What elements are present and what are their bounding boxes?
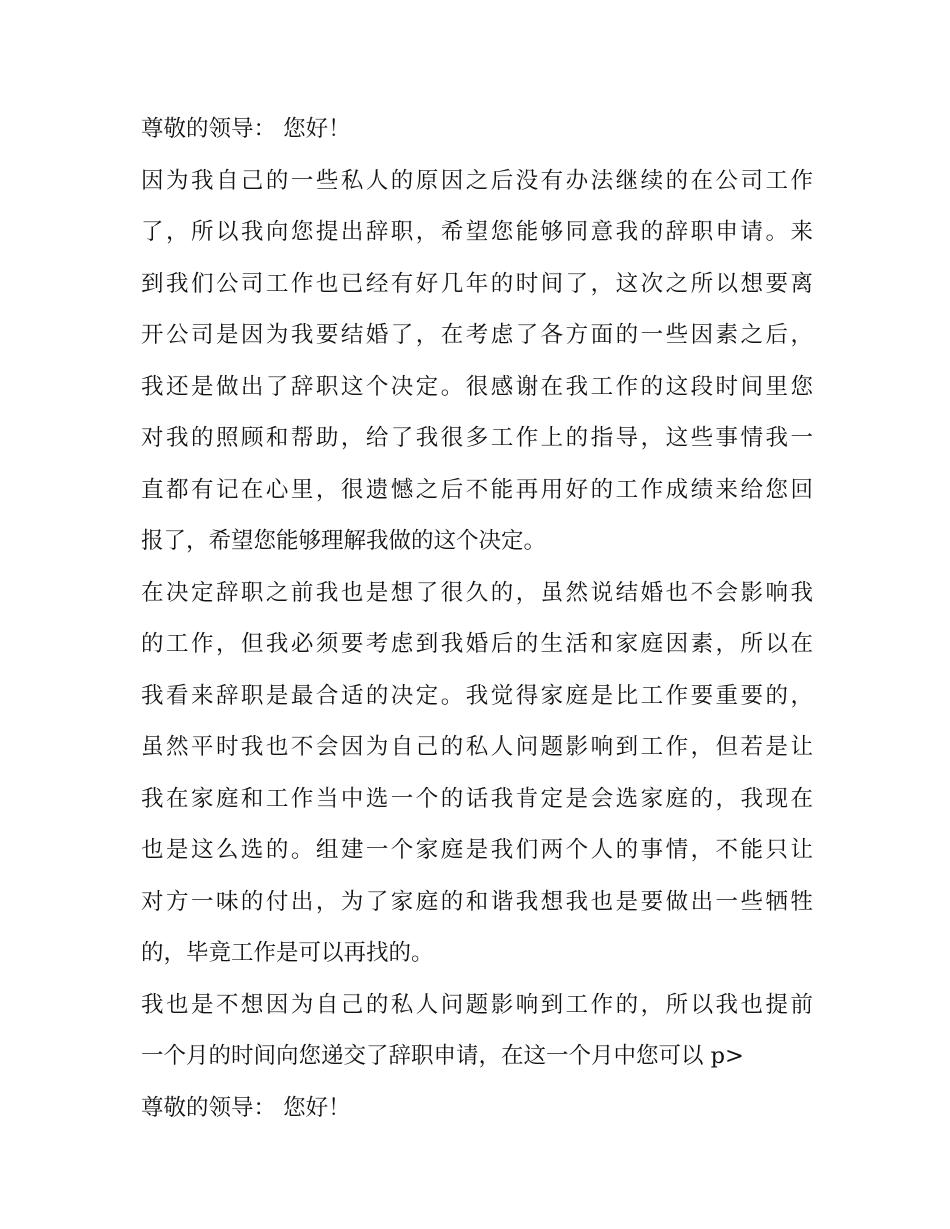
- text-line: 我看来辞职是最合适的决定。我觉得家庭是比工作要重要的，: [141, 682, 813, 709]
- text-line: 了，所以我向您提出辞职，希望您能够同意我的辞职申请。来: [141, 219, 813, 245]
- text-line: 直都有记在心里，很遗憾之后不能再用好的工作成绩来给您回: [141, 476, 813, 503]
- text-line: 报了，希望您能够理解我做的这个决定。: [141, 528, 547, 554]
- text-line: 开公司是因为我要结婚了，在考虑了各方面的一些因素之后，: [141, 322, 813, 348]
- text-line: 也是这么选的。组建一个家庭是我们两个人的事情，不能只让: [141, 837, 813, 863]
- greeting-line: 尊敬的领导： 您好！: [141, 1094, 351, 1121]
- text-line: 的，毕竟工作是可以再找的。: [141, 940, 434, 966]
- text-line: 一个月的时间向您递交了辞职申请，在这一个月中您可以 p>: [141, 1043, 744, 1069]
- text-line: 到我们公司工作也已经有好几年的时间了，这次之所以想要离: [141, 270, 813, 297]
- text-line: 因为我自己的一些私人的原因之后没有办法继续的在公司工作: [141, 167, 813, 194]
- text-line: 我还是做出了辞职这个决定。很感谢在我工作的这段时间里您: [141, 373, 813, 400]
- text-line: 虽然平时我也不会因为自己的私人问题影响到工作，但若是让: [141, 734, 813, 760]
- text-line: 的工作，但我必须要考虑到我婚后的生活和家庭因素，所以在: [141, 631, 813, 657]
- text-line: 对方一味的付出，为了家庭的和谐我想我也是要做出一些牺牲: [141, 888, 813, 915]
- text-line: 在决定辞职之前我也是想了很久的，虽然说结婚也不会影响我: [141, 579, 813, 606]
- greeting-line: 尊敬的领导： 您好！: [141, 116, 351, 142]
- letter-body: [141, 104, 813, 1134]
- text-line: 我也是不想因为自己的私人问题影响到工作的，所以我也提前: [141, 991, 813, 1018]
- text-line: 对我的照顾和帮助，给了我很多工作上的指导，这些事情我一: [141, 425, 813, 451]
- text-line: 我在家庭和工作当中选一个的话我肯定是会选家庭的，我现在: [141, 785, 813, 812]
